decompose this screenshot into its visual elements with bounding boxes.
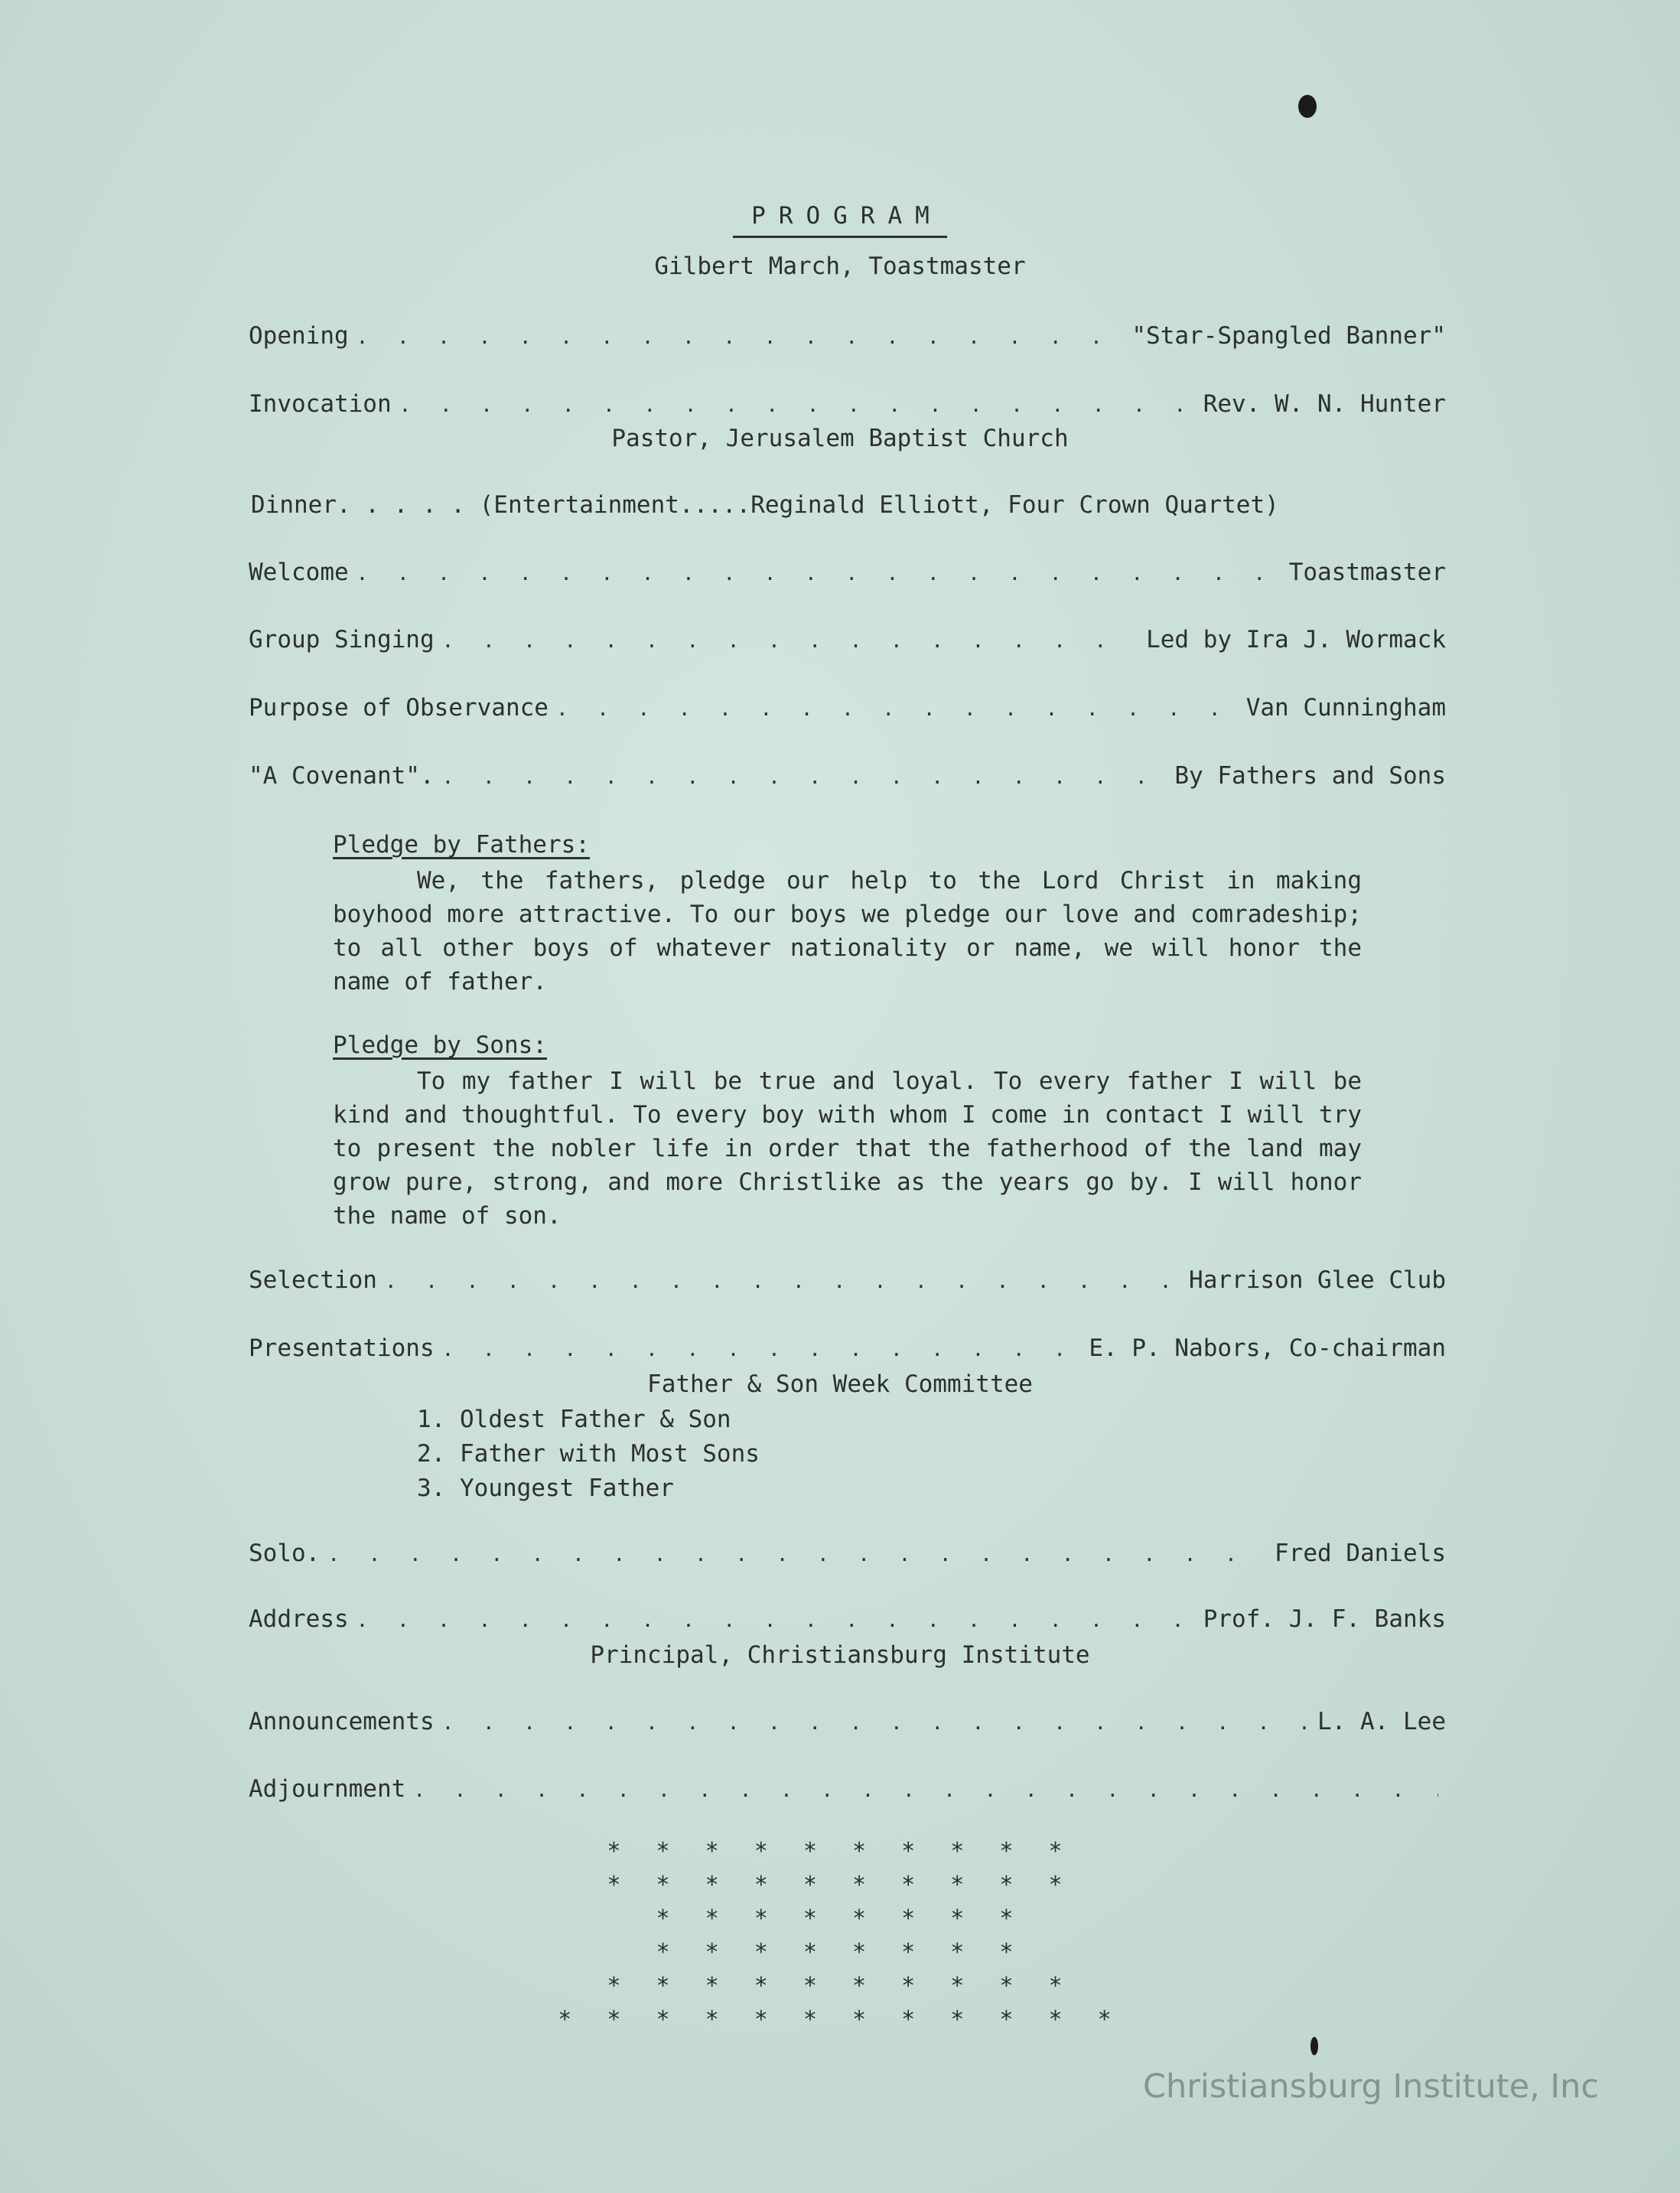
- list-item: 3. Youngest Father: [417, 1474, 674, 1502]
- program-item-welcome: Welcome . . . Toastmaster: [249, 559, 1446, 594]
- address-detail: Principal, Christiansburg Institute: [590, 1641, 1090, 1669]
- program-item-covenant: "A Covenant". . . . By Fathers and Sons: [249, 762, 1446, 797]
- star-row: * * * * * * * *: [656, 1939, 1024, 1966]
- program-item-adjournment: Adjournment . . .: [249, 1775, 1446, 1810]
- program-item-group-singing: Group Singing . . . Led by Ira J. Wormack: [249, 626, 1446, 661]
- watermark: Christiansburg Institute, Inc: [1142, 2068, 1599, 2106]
- program-item-presentations: Presentations . . . E. P. Nabors, Co-chairman: [249, 1334, 1446, 1370]
- pledge-sons-text: To my father I will be true and loyal. To every father I will be kind and thoughtful. To every boy with whom I come in contact I will try to present the nobler life in order that the fatherhood of the land may grow pure, strong, and more Christlike as the years go by. I will honor the name of son.: [333, 1067, 1362, 1230]
- program-item-selection: Selection . . . Harrison Glee Club: [249, 1266, 1446, 1302]
- program-item-purpose: Purpose of Observance . . . Van Cunningham: [249, 694, 1446, 729]
- star-row: * * * * * * * * * * * *: [558, 2006, 1122, 2033]
- ink-spot: [1298, 95, 1317, 118]
- program-item-address: Address . . . Prof. J. F. Banks: [249, 1605, 1446, 1641]
- toastmaster-line: Gilbert March, Toastmaster: [654, 253, 1026, 280]
- program-item-solo: Solo. . . . Fred Daniels: [249, 1540, 1446, 1575]
- pledge-fathers-heading: Pledge by Fathers:: [333, 831, 590, 859]
- invocation-detail: Pastor, Jerusalem Baptist Church: [611, 425, 1069, 452]
- ink-spot: [1310, 2037, 1318, 2055]
- program-item-opening: Opening . . . "Star-Spangled Banner": [249, 322, 1446, 357]
- star-ornament: [0, 1835, 1680, 2037]
- pledge-fathers-text: We, the fathers, pledge our help to the Lord Christ in making boyhood more attractive. To our boys we pledge our love and comradeship; to all other boys of whatever nationality or name, we will honor the name of father.: [333, 867, 1362, 995]
- program-item-dinner: Dinner. . . . . (Entertainment.....Reginald Elliott, Four Crown Quartet): [251, 491, 1279, 519]
- list-item: 1. Oldest Father & Son: [417, 1406, 731, 1433]
- program-item-announcements: Announcements . . . L. A. Lee: [249, 1708, 1446, 1743]
- star-row: * * * * * * * * * *: [607, 1872, 1073, 1898]
- program-item-invocation: Invocation . . . Rev. W. N. Hunter: [249, 390, 1446, 425]
- page-title: PROGRAM: [0, 202, 1680, 238]
- star-row: * * * * * * * * * *: [607, 1973, 1073, 1999]
- presentations-detail: Father & Son Week Committee: [647, 1370, 1033, 1398]
- star-row: * * * * * * * *: [656, 1905, 1024, 1932]
- list-item: 2. Father with Most Sons: [417, 1440, 760, 1468]
- presentations-list: [417, 1403, 760, 1506]
- star-row: * * * * * * * * * *: [607, 1838, 1073, 1865]
- pledge-sons-heading: Pledge by Sons:: [333, 1031, 547, 1059]
